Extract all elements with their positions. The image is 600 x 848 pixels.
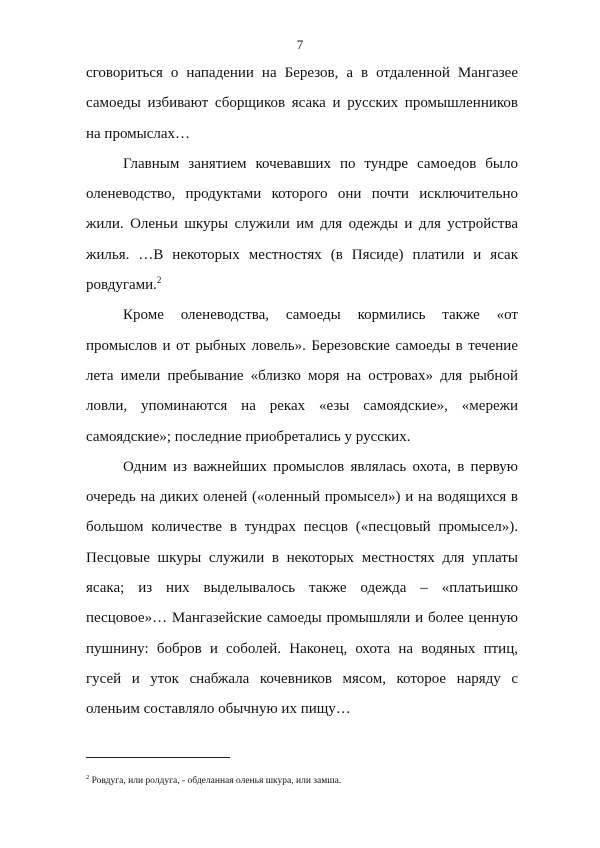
footnote-reference[interactable]: 2 <box>156 275 162 286</box>
footnote-marker: 2 <box>86 774 90 781</box>
footnote-separator <box>86 757 230 758</box>
paragraph-reindeer-herding <box>86 149 518 300</box>
page-number: 7 <box>296 37 304 52</box>
paragraph-continuation: сговориться о нападении на Березов, а в отдаленной Мангазее самоеды избивают сборщиков ясака и русских промышленников на промыслах… <box>86 65 518 142</box>
footnote <box>86 775 526 787</box>
paragraph-text: Главным занятием кочевавших по тундре самоедов было оленеводство, продуктами которого они почти исключительно жили. Оленьи шкуры служили им для одежды и для устройства жилья. …В некоторых местностях (в Пясиде) платили и ясак ровдугами. <box>86 155 518 294</box>
paragraph-hunting: Одним из важнейших промыслов являлась охота, в первую очередь на диких оленей («оленный промысел») и на водящихся в большом количестве в тундрах песцов («песцовый промысел»). Песцовые шкуры служили в некоторых местностях для уплаты ясака; из них выделывалось также одежда – «платьишко песцовое»… Мангазейские самоеды промышляли и более ценную пушнину: бобров и соболей. Наконец, охота на водяных птиц, гусей и уток снабжала кочевников мясом, которое наряду с оленьим составляло обычную их пищу… <box>86 458 518 718</box>
paragraph-fishing: Кроме оленеводства, самоеды кормились также «от промыслов и от рыбных ловель». Березовские самоеды в течение лета имели пребывание «близко моря на островах» для рыбной ловли, упоминаются на реках «езы самоядские», «мережи самоядские»; последние приобретались у русских. <box>86 307 518 445</box>
footnote-text: Ровдуга, или ролдуга, - обделанная оленья шкура, или замша. <box>89 776 342 786</box>
body-text <box>86 58 518 725</box>
